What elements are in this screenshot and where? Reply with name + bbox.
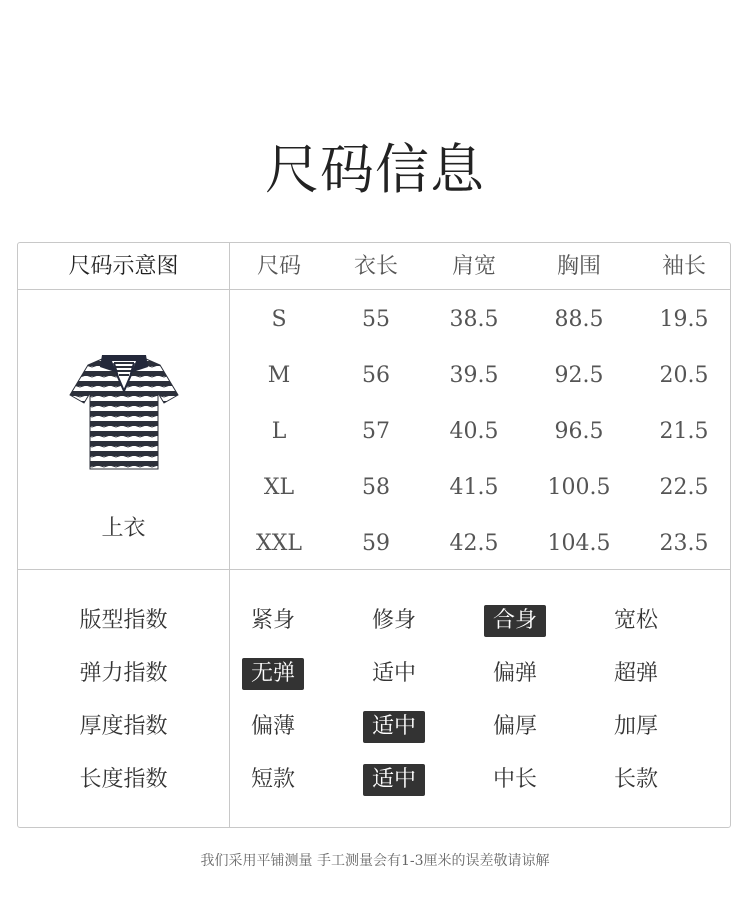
product-label: 上衣 xyxy=(101,516,146,541)
table-cell: 40.5 xyxy=(449,419,499,444)
table-cell: 39.5 xyxy=(449,363,499,388)
table-cell: 58 xyxy=(362,475,390,500)
column-header-sleeve: 袖长 xyxy=(661,254,707,279)
table-cell: 23.5 xyxy=(659,531,709,556)
table-cell: 38.5 xyxy=(449,307,499,332)
fit-option-regular-selected: 合身 xyxy=(484,605,546,637)
fit-index-label: 版型指数 xyxy=(79,608,168,633)
column-header-length: 衣长 xyxy=(353,254,399,279)
length-option-long: 长款 xyxy=(613,767,658,792)
fit-option-loose: 宽松 xyxy=(613,608,658,633)
length-option-medium-long: 中长 xyxy=(492,767,537,792)
table-cell: 104.5 xyxy=(547,531,611,556)
length-option-short: 短款 xyxy=(250,767,295,792)
column-header-chest: 胸围 xyxy=(556,254,602,279)
striped-polo-shirt-icon xyxy=(68,351,180,473)
thickness-index-label: 厚度指数 xyxy=(79,714,168,739)
table-cell: 57 xyxy=(362,419,390,444)
section-divider xyxy=(18,569,730,570)
table-cell: L xyxy=(271,419,287,444)
page-title: 尺码信息 xyxy=(265,138,485,201)
measurement-footnote: 我们采用平铺测量 手工测量会有1-3厘米的误差敬请谅解 xyxy=(200,853,550,869)
table-cell: 100.5 xyxy=(547,475,611,500)
thickness-option-thin: 偏薄 xyxy=(250,714,295,739)
table-cell: XL xyxy=(263,475,295,500)
column-divider xyxy=(229,243,230,827)
elasticity-option-none-selected: 无弹 xyxy=(242,658,304,690)
table-cell: 21.5 xyxy=(659,419,709,444)
diagram-header: 尺码示意图 xyxy=(68,254,179,279)
table-cell: 96.5 xyxy=(554,419,604,444)
length-index-label: 长度指数 xyxy=(79,767,168,792)
elasticity-option-moderate: 适中 xyxy=(371,661,416,686)
size-table xyxy=(17,242,731,828)
thickness-option-extra-thick: 加厚 xyxy=(613,714,658,739)
column-header-size: 尺码 xyxy=(256,254,302,279)
table-cell: S xyxy=(271,307,287,332)
table-cell: 55 xyxy=(362,307,390,332)
column-header-shoulder: 肩宽 xyxy=(451,254,497,279)
table-cell: 19.5 xyxy=(659,307,709,332)
table-cell: 56 xyxy=(362,363,390,388)
thickness-option-moderate-selected: 适中 xyxy=(363,711,425,743)
table-cell: 41.5 xyxy=(449,475,499,500)
elasticity-index-label: 弹力指数 xyxy=(79,661,168,686)
elasticity-option-super: 超弹 xyxy=(613,661,658,686)
table-cell: 42.5 xyxy=(449,531,499,556)
thickness-option-thick: 偏厚 xyxy=(492,714,537,739)
length-option-moderate-selected: 适中 xyxy=(363,764,425,796)
fit-option-tight: 紧身 xyxy=(250,608,295,633)
table-cell: 88.5 xyxy=(554,307,604,332)
table-cell: 22.5 xyxy=(659,475,709,500)
table-cell: 20.5 xyxy=(659,363,709,388)
table-cell: 92.5 xyxy=(554,363,604,388)
header-divider xyxy=(18,289,730,290)
table-cell: 59 xyxy=(362,531,390,556)
table-cell: M xyxy=(267,363,291,388)
elasticity-option-stretchy: 偏弹 xyxy=(492,661,537,686)
fit-option-slim: 修身 xyxy=(371,608,416,633)
table-cell: XXL xyxy=(256,531,302,556)
